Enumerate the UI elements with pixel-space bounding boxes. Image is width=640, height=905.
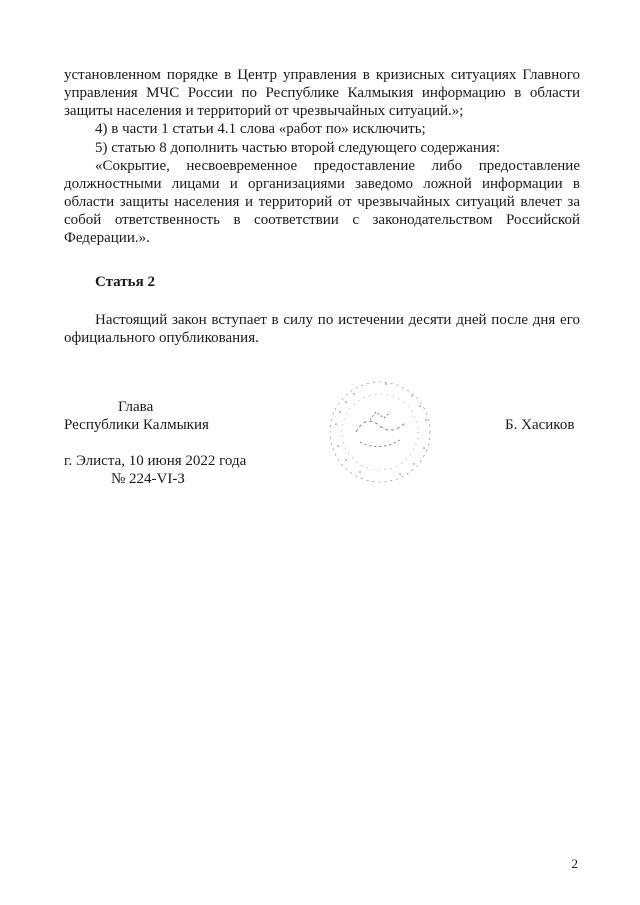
article2-line-1: Настоящий закон вступает в силу по истечении десяти дней после дня его <box>95 312 580 328</box>
page-number: 2 <box>571 856 578 871</box>
law-number: № 224-VI-З <box>111 471 185 487</box>
signatory-name: Б. Хасиков <box>505 417 575 433</box>
body-line-1: установленном порядке в Центр управления в кризисных ситуациях Главного <box>64 67 580 83</box>
body-line-2: управления МЧС России по Республике Калмыкия информацию в области <box>64 85 580 101</box>
signatory-title-line2: Республики Калмыкия <box>64 417 209 433</box>
signatory-title-line1: Глава <box>118 399 154 415</box>
body-line-7: должностными лицами и организациями заведомо ложной информации в <box>64 176 580 192</box>
body-line-5: 5) статью 8 дополнить частью второй следующего содержания: <box>95 140 501 156</box>
body-line-9: собой ответственность в соответствии с законодательством Российской <box>64 212 580 228</box>
body-line-8: области защиты населения и территорий от чрезвычайных ситуаций влечет за <box>64 194 580 210</box>
body-line-3: защиты населения и территорий от чрезвычайных ситуаций.»; <box>64 103 464 119</box>
article2-line-2: официального опубликования. <box>64 330 259 346</box>
body-line-10: Федерации.». <box>64 230 150 246</box>
body-line-6: «Сокрытие, несвоевременное предоставление либо предоставление <box>95 158 580 174</box>
place-date: г. Элиста, 10 июня 2022 года <box>64 453 247 469</box>
seal-stamp <box>316 372 444 490</box>
body-line-4: 4) в части 1 статьи 4.1 слова «работ по» исключить; <box>95 121 426 137</box>
article-heading: Статья 2 <box>95 274 155 290</box>
